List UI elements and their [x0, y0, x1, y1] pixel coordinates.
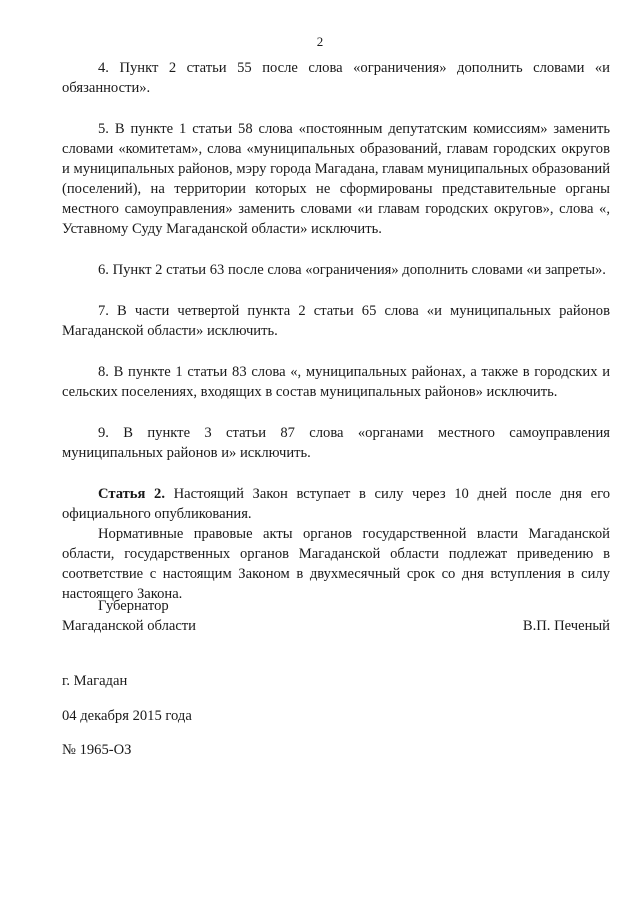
paragraph-item-5: 5. В пункте 1 статьи 58 слова «постоянным депутатским комиссиям» заменить словами «комитетам», слова «муниципальных образований, главам городских округов и муниципальных районов, мэру города Магадана, главам муниципальных образований (поселений), на территории которых не сформированы представительные органы местного самоуправления» заменить словами «и главам городских округов», слова «, Уставному Суду Магаданской области» исключить. — [62, 121, 610, 237]
paragraph-item-9: 9. В пункте 3 статьи 87 слова «органами местного самоуправления муниципальных районов и» исключить. — [62, 425, 610, 461]
document-place: г. Магадан — [62, 673, 128, 689]
signature-title: Губернатор — [98, 598, 169, 614]
signature-block — [62, 596, 610, 636]
page-number: 2 — [316, 34, 324, 49]
signature-row — [62, 616, 610, 636]
article-2-label: Статья 2. — [98, 486, 165, 502]
paragraph-item-7: 7. В части четвертой пункта 2 статьи 65 слова «и муниципальных районов Магаданской области» исключить. — [62, 303, 610, 339]
document-body — [62, 58, 610, 604]
paragraph-item-4: 4. Пункт 2 статьи 55 после слова «ограничения» дополнить словами «и обязанности». — [62, 60, 610, 96]
law-number: № 1965-ОЗ — [62, 742, 132, 758]
signature-name: В.П. Печеный — [522, 618, 610, 634]
paragraph-item-6: 6. Пункт 2 статьи 63 после слова «ограничения» дополнить словами «и запреты». — [98, 262, 606, 278]
paragraph-item-8: 8. В пункте 1 статьи 83 слова «, муниципальных районах, а также в городских и сельских поселениях, входящих в состав муниципальных районов» исключить. — [62, 364, 610, 400]
article-2-paragraph — [62, 484, 610, 524]
article-2-second-paragraph: Нормативные правовые акты органов государственной власти Магаданской области, государственных органов Магаданской области подлежат приведению в соответствие с настоящим Законом в двухмесячный срок со дня вступления в силу настоящего Закона. — [62, 526, 610, 602]
signature-region: Магаданской области — [62, 618, 196, 634]
document-date: 04 декабря 2015 года — [62, 708, 192, 724]
article-2-text: Настоящий Закон вступает в силу через 10 дней после дня его официального опубликования. — [62, 486, 610, 522]
